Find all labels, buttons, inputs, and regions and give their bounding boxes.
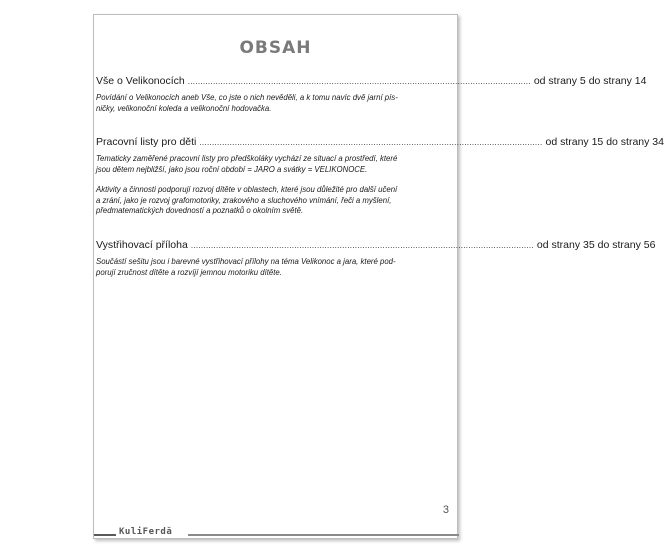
page-title: OBSAH bbox=[239, 38, 312, 58]
toc-entry-range: od strany 15 do strany 34 bbox=[545, 136, 664, 148]
description-line: ničky, velikonoční koleda a velikonoční hodovačka. bbox=[96, 103, 272, 113]
toc-description bbox=[96, 93, 456, 114]
description-line: Povídání o Velikonocích aneb Vše, co jste o nich nevěděli, a k tomu navíc dvě jarní pís- bbox=[96, 93, 398, 102]
toc-description bbox=[96, 257, 456, 278]
toc-entry bbox=[94, 75, 647, 87]
dot-leader: ........................................................................................................................................ bbox=[199, 138, 543, 147]
document-page bbox=[93, 14, 664, 539]
description-line: jsou dětem nejbližší, jako jsou roční období = JARO a svátky = VELIKONOCE. bbox=[96, 164, 368, 174]
description-line: předmatematických dovedností a poznatků o okolním světě. bbox=[96, 206, 304, 215]
toc-entry-name: Vystřihovací příloha bbox=[96, 239, 188, 251]
footer-rule-left bbox=[94, 534, 116, 536]
description-line: Součástí sešitu jsou i barevné vystřihovací přílohy na téma Velikonoc a jara, které pod- bbox=[96, 257, 396, 266]
toc-entry-range: od strany 5 do strany 14 bbox=[533, 75, 647, 87]
toc-description bbox=[96, 185, 456, 217]
description-line: Tematicky zaměřené pracovní listy pro předškoláky vychází ze situací a prostředí, které bbox=[96, 154, 398, 163]
description-line: a zrání, jako je rozvoj grafomotoriky, zrakového a sluchového vnímání, řeči a myšlení, bbox=[96, 195, 392, 205]
brand-logo: KuliFerdă bbox=[119, 527, 173, 537]
description-line: porují zručnost dítěte a rozvíjí jemnou motoriku dítěte. bbox=[96, 267, 282, 277]
page-footer bbox=[94, 524, 459, 544]
toc-entry-name: Pracovní listy pro děti bbox=[96, 136, 197, 148]
footer-rule-right bbox=[188, 534, 459, 536]
toc-entry bbox=[94, 239, 656, 251]
toc-entry-range: od strany 35 do strany 56 bbox=[536, 239, 656, 251]
description-line: Aktivity a činnosti podporují rozvoj dítěte v oblastech, které jsou důležité pro další učení bbox=[96, 185, 398, 194]
page-number: 3 bbox=[442, 504, 449, 516]
toc-entry bbox=[94, 136, 664, 148]
dot-leader: ........................................................................................................................................ bbox=[190, 241, 534, 250]
dot-leader: ........................................................................................................................................ bbox=[187, 77, 531, 86]
toc-entry-name: Vše o Velikonocích bbox=[96, 75, 185, 87]
toc-description bbox=[96, 154, 456, 175]
